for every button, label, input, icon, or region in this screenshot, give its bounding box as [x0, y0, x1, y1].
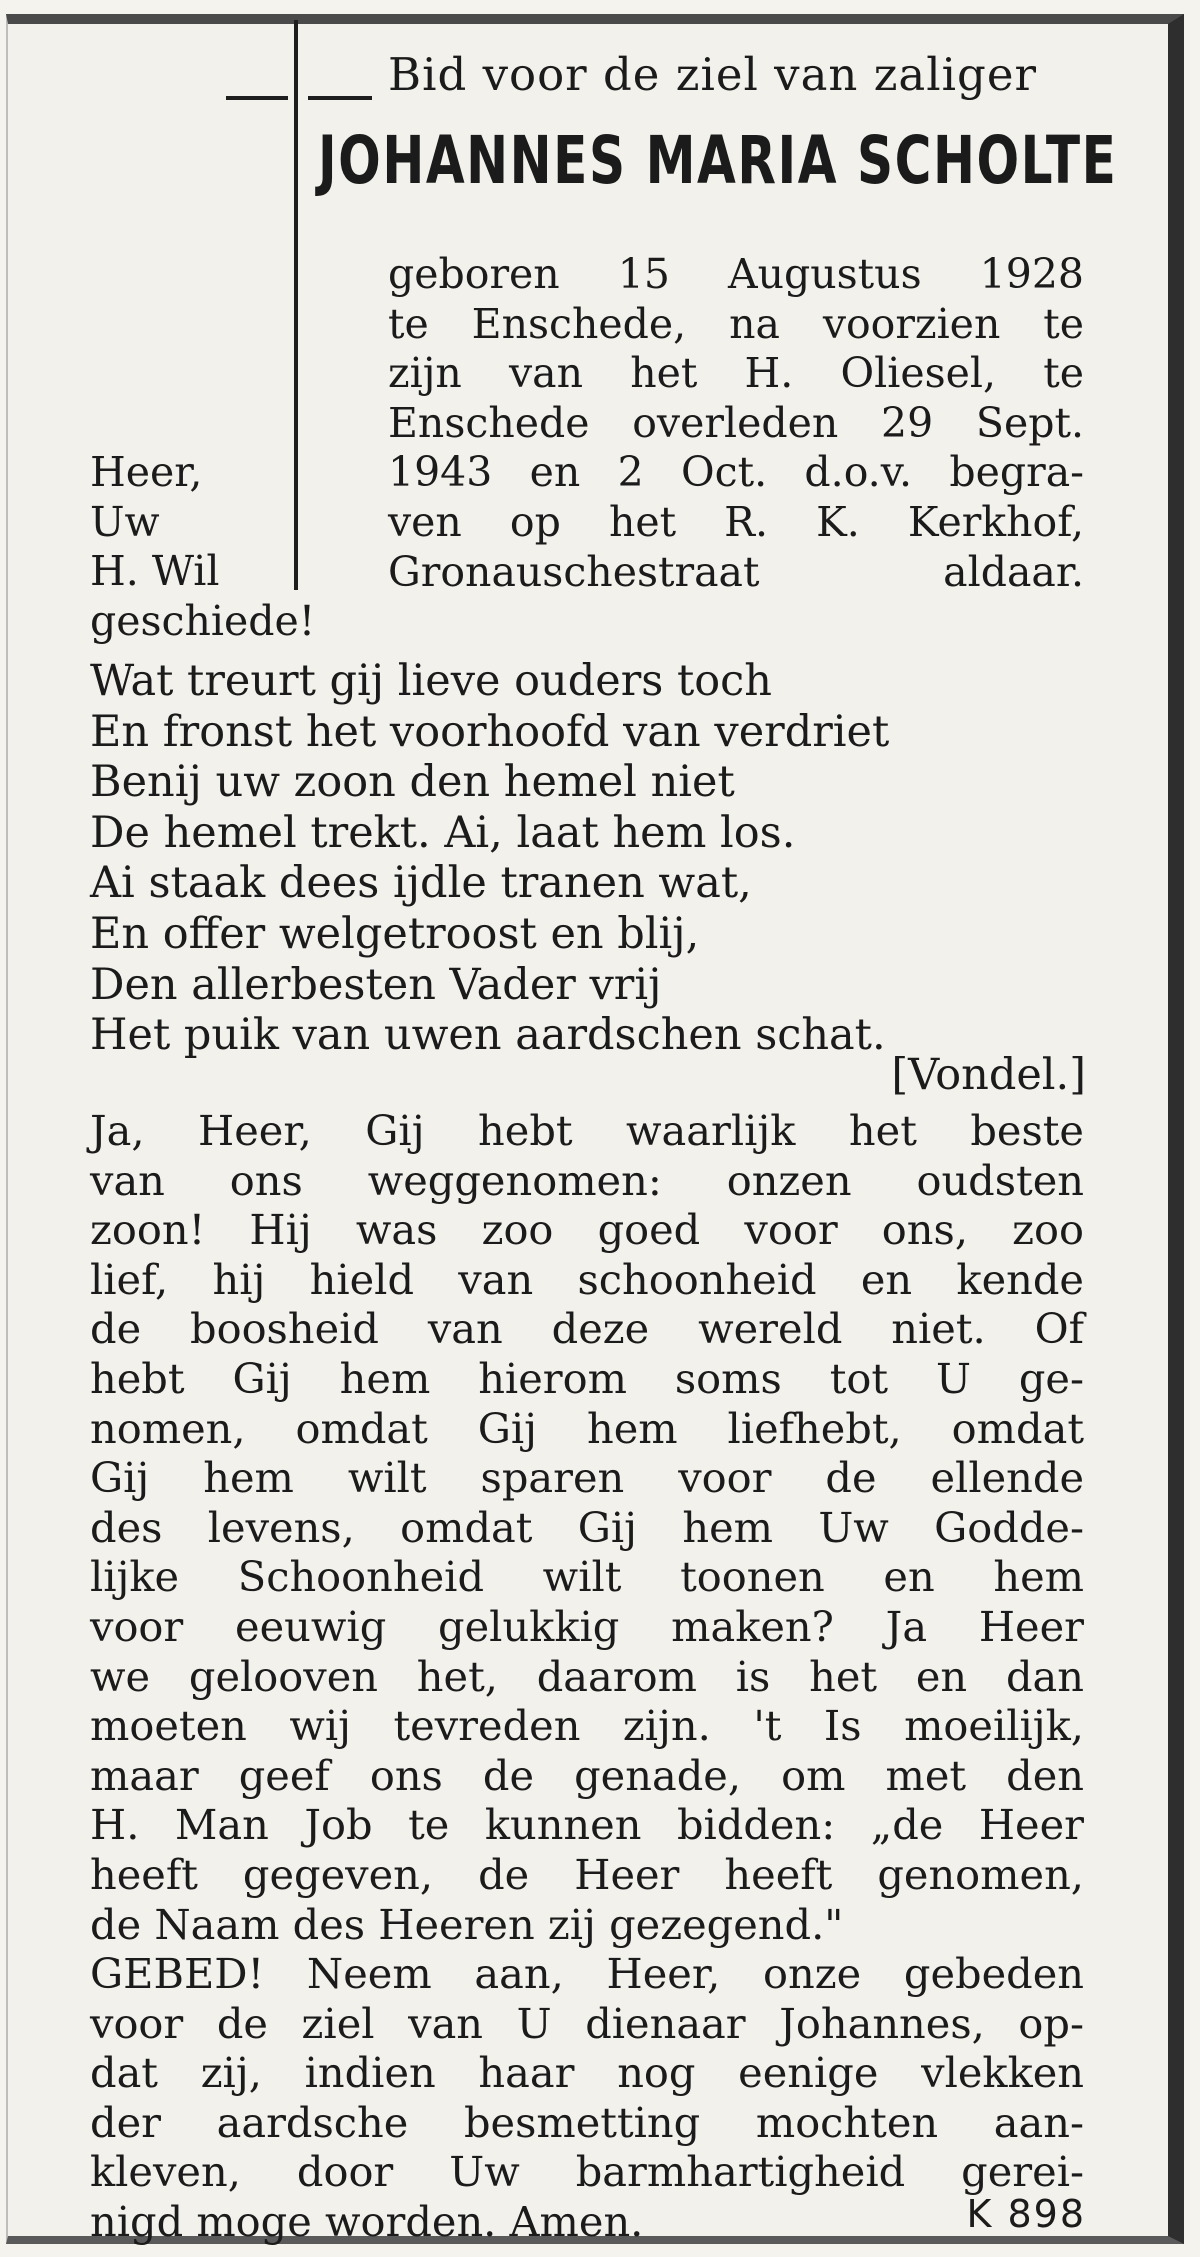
poem-line: Benij uw zoon den hemel niet	[90, 757, 735, 808]
bio-line: geboren 15 Augustus 1928	[388, 250, 1084, 298]
text-line: kleven, door Uw barmhartigheid gerei-	[90, 2147, 1084, 2197]
header-text: Bid voor de ziel van zaliger	[388, 48, 1037, 101]
text-line: nomen, omdat Gij hem liefhebt, omdat	[90, 1403, 1084, 1453]
text-line: der aardsche besmetting mochten aan-	[90, 2097, 1084, 2147]
bio-line: te Enschede, na voorzien te	[388, 299, 1084, 348]
text-line: de boosheid van deze wereld niet. Of	[90, 1304, 1084, 1354]
text-line: van ons weggenomen: onzen oudsten	[90, 1155, 1084, 1205]
poem-attribution: [Vondel.]	[891, 1050, 1086, 1100]
text-line: heeft gegeven, de Heer heeft genomen,	[90, 1849, 1084, 1899]
deceased-name: JOHANNES MARIA SCHOLTE	[318, 122, 1118, 199]
text-line: voor eeuwig gelukkig maken? Ja Heer	[90, 1601, 1084, 1651]
poem-line: Wat treurt gij lieve ouders toch	[90, 656, 772, 706]
prayer-line: H. Wil	[90, 547, 220, 596]
poem-line: De hemel trekt. Ai, laat hem los.	[90, 807, 796, 858]
text-line: voor de ziel van U dienaar Johannes, op-	[90, 1998, 1084, 2048]
text-line: maar geef ons de genade, om met den	[90, 1750, 1084, 1800]
text-line: des levens, omdat Gij hem Uw Godde-	[90, 1502, 1084, 1552]
text-line: lijke Schoonheid wilt toonen en hem	[90, 1552, 1084, 1602]
poem-block	[90, 656, 1084, 1061]
bio-line: 1943 en 2 Oct. d.o.v. begra-	[388, 448, 1084, 497]
poem-line: En fronst het voorhoofd van verdriet	[90, 706, 890, 757]
bio-line: Gronauschestraat aldaar.	[388, 547, 1084, 596]
text-line: Gij hem wilt sparen voor de ellende	[90, 1453, 1084, 1503]
body-text	[90, 1106, 1084, 2247]
prayer-line: Heer,	[90, 448, 203, 496]
poem-line: Den allerbesten Vader vrij	[90, 959, 662, 1010]
bio-block	[388, 250, 1084, 597]
text-line: dat zij, indien haar nog eenige vlekken	[90, 2048, 1084, 2098]
text-line: moeten wij tevreden zijn. 't Is moeilijk,	[90, 1701, 1084, 1751]
header-dash-right	[308, 96, 372, 100]
text-line: GEBED! Neem aan, Heer, onze gebeden	[90, 1949, 1084, 1999]
text-line: de Naam des Heeren zij gezegend."	[90, 1899, 844, 1949]
bio-line: zijn van het H. Oliesel, te	[388, 349, 1084, 398]
bio-line: Enschede overleden 29 Sept.	[388, 398, 1084, 447]
text-line: we gelooven het, daarom is het en dan	[90, 1651, 1084, 1701]
text-line: hebt Gij hem hierom soms tot U ge-	[90, 1353, 1084, 1403]
prayer-block	[90, 448, 316, 646]
text-line: zoon! Hij was zoo goed voor ons, zoo	[90, 1205, 1084, 1255]
text-line: Ja, Heer, Gij hebt waarlijk het beste	[90, 1106, 1084, 1155]
card-code: K 898	[966, 2192, 1086, 2236]
poem-line: Het puik van uwen aardschen schat.	[90, 1010, 886, 1061]
bio-line: ven op het R. K. Kerkhof,	[388, 497, 1084, 546]
prayer-line: Uw	[90, 497, 160, 546]
text-line: nigd moge worden. Amen.	[90, 2197, 644, 2247]
header-dash-left	[226, 96, 288, 100]
poem-line: Ai staak dees ijdle tranen wat,	[90, 858, 752, 909]
prayer-line: geschiede!	[90, 596, 316, 645]
poem-line: En offer welgetroost en blij,	[90, 908, 700, 959]
vertical-rule	[294, 20, 298, 590]
text-line: H. Man Job te kunnen bidden: „de Heer	[90, 1800, 1084, 1850]
text-line: lief, hij hield van schoonheid en kende	[90, 1254, 1084, 1304]
